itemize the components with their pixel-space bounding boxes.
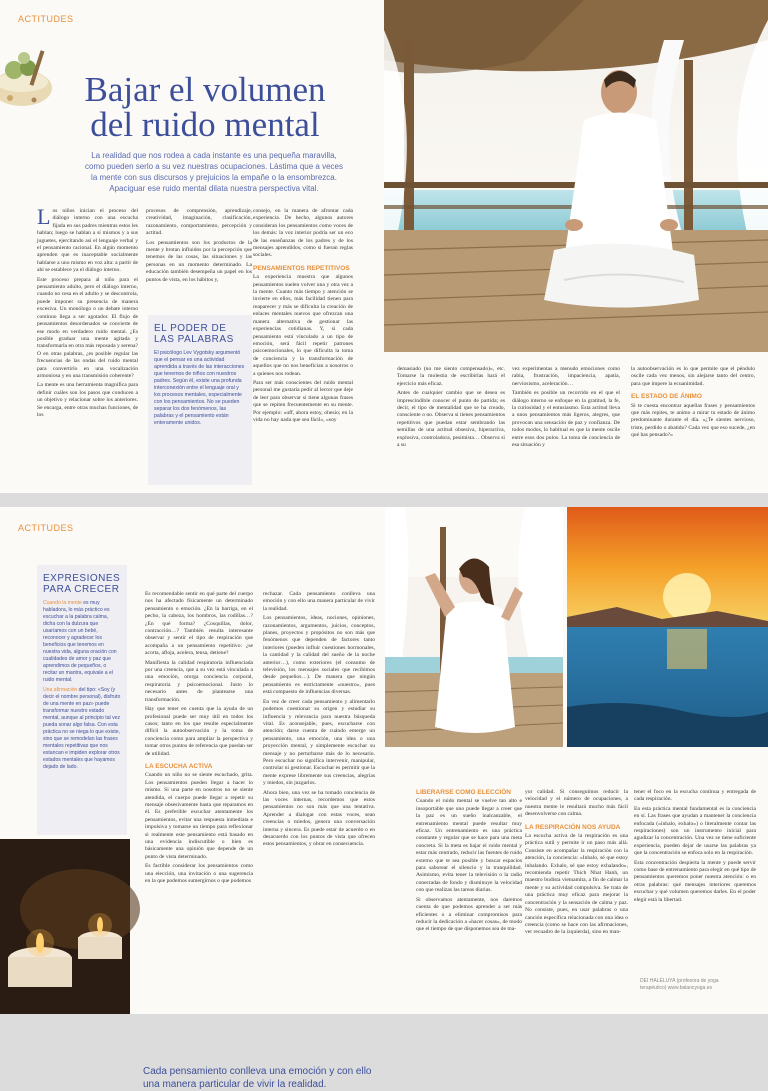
article-column-3 [253,208,353,490]
paragraph: Hay que tener en cuenta que la ayuda de un profesional puede ser muy útil en todos los casos; tanto en los que resulte especialmente difícil la autoobservación y la toma de conciencia como para ampliar la perspectiva y tomar otros puntos de referencia que puedan ser de utilidad. [145,706,253,757]
title-line-1: Bajar el volumen [84,70,326,109]
section-tag: ACTITUDES [18,523,74,533]
subheading: LA ESCUCHA ACTIVA [145,762,213,770]
article-title [60,72,350,142]
paragraph: Los pensamientos, ideas, nociones, opiniones, razonamientos, argumentos, juicios, conceptos, planes, proyectos y propósitos no son más que fenómenos que dependen de factores tanto interiores (pueden influir cuestiones hormonales, la cantidad y la calidad del sueño de la noche anterior…), como exteriores (el consumo de televisión, los mensajes sociales que recibimos desde pequeños…). De manera que ningún pensamiento es estrictamente «nuestro», pues está compuesto de influencias diversas. [263,615,375,696]
article-column-6 [631,366,755,490]
box-body [43,600,121,771]
paragraph: Es recomendable sentir en qué parte del cuerpo nos ha afectado físicamente un determinado pensamiento o emoción. ¿En la barriga, en el pecho, la cabeza, los hombros, las rodillas…? ¿En qué forma? ¿Cosquillas, dolor, contracción…? También resulta interesante observar y sentir el tipo de respiración que acompaña a un pensamiento repetitivo: ¿se acorta, afloja, acelera, tensa, detiene? [145,591,253,657]
magazine-page-2 [0,507,768,1090]
paragraph: Si te cuesta encontrar aquellas frases y pensamientos que más repites, te animo a mirar tu estado de ánimo predominante durante el día. «¿Te sientes nervioso, triste, perdido o abatido? Cada vez que eso sucede, ¿en qué has pensado?» [631,402,755,439]
paragraph: La escucha activa de la respiración es una práctica sutil y permite ir un paso más allá. Consiste en acompañar la respiración con la atención, la conciencia: «Inhalo, sé que estoy inhalando. Exhalo, sé que estoy exhalando», recomienda repetir Thich Nhat Hanh, un maestro budista vietnamita, a fin de calmar la mente y su actividad compulsiva. Se trata de una práctica muy eficaz para mejorar la concentración y la sensación de calma y paz. No consiste, pues, en usar palabras o una canción específica relacionada con una idea o creencia (como se hace con las afirmaciones, ver recuadro de la izquierda), sino en man- [525,833,628,936]
paragraph: Los niños inician el proceso del diálogo interno con una escucha fijada en sus padres mientras estos les hablan; luego se hablan a sí mismos y a sus juguetes, ejercitando así el lenguaje verbal y el pensamiento racional. En algún momento aprenden que es inaceptable socialmente hablarse a uno mismo en voz alta: a partir de ahí se establece ya el diálogo interno. [37,204,138,274]
sidebar-box-expressions [37,565,127,835]
article-column-3 [416,789,522,1009]
paragraph: En esta práctica mental fundamental es la conciencia en sí. Las frases que ayudan a mantener la conciencia enfocada («inhalo, exhalo») o literalmente contar las respiraciones) son un instrumento inicial para agudizar la concentración. Una vez se tiene suficiente experiencia, pueden dejar de usarse las palabras ya que la concentración se enfoca solo en la respiración. [634,805,756,857]
box-body: El psicólogo Lev Vygotsky argumentó que el pensar es una actividad aprendida a través de las interacciones que tenemos de niños con nuestros padres. Según él, existe una profunda interconexión entre el lenguaje oral y los procesos mentales, especialmente con los pensamientos. No se pueden separar los dos fenómenos, las palabras y el pensamiento están enteramente unidos. [154,350,245,426]
article-column-2 [263,591,375,1009]
paragraph: la autoobservación es lo que permite que el péndulo oscile cada vez menos, sin alejarse tanto del centro, para que impere la ecuanimidad. [631,366,755,387]
paragraph: consejo, en la manera de afrontar cada experiencia. De hecho, algunos autores consideran los pensamientos como voces de los demás: la voz interior podría ser un eco de las enseñanzas de los padres y de los mensajes aprendidos, como si fueran reglas sociales. [253,208,353,259]
sidebar-box-words [148,315,252,485]
paragraph: procesos de comprensión, aprendizaje, creatividad, imaginación, clasificación, razonamiento, comportamiento, percepción y actitud. [146,208,252,237]
paragraph: rechazar. Cada pensamiento conlleva una emoción y con ello una manera particular de vivir la realidad. [263,591,375,612]
subheading: LIBERARSE COMO ELECCIÓN [416,789,511,796]
paragraph: También es posible un recorrido en el que el diálogo interno se enfoque en la gratitud, la fe, la curiosidad y el entusiasmo. Esta actitud lleva a unos pensamientos más ligeros, alegres, que provocan una sensación de paz y confianza. De todos modos, lo habitual es que la mente oscile entre esos dos polos. La toma de conciencia de esa situación y [512,390,620,449]
lead-line: como pueden serlo a su vez nuestras ocupaciones. Lástima que a veces [85,162,343,171]
paragraph: Es factible considerar los pensamientos como una elección, una invitación o una sugerencia en la que podemos sumergirnos o que podemos [145,863,253,885]
article-column-1 [145,591,253,1009]
paragraph: La mente es una herramienta magnífica para definir cuáles son los pasos que conducen a un objetivo y relacionar sobre los anteriores. Se encarga, entre otras muchas funciones, de los [37,382,138,418]
article-column-4 [525,789,628,1009]
woman-meditation-photo [385,507,563,747]
paragraph: Cuando la mente es muy habladora, lo más práctico es escuchar a la palabra calma, dicha con la dulzura que usaríamos con un bebé, reconocer y agradecer los beneficios que tenemos en nuestra vida, alguna oración con cualidades de amor y paz que aprendimos de pequeños, o recitar un mantra, equivale a el ruido mental. [43,600,117,683]
paragraph: Manifiesta la calidad respiratoria influenciada por una creencia, que a su vez está vinculada a una emoción, otorga conciencia corporal, respiratoria y psicoemocional. Justo lo necesario antes de plantearse una transformación. [145,659,253,703]
box-title: EL PODER DE LAS PALABRAS [154,323,234,345]
paragraph: Este proceso prepara al niño para el pensamiento adulto, pero el diálogo interno, cuando no cesa en el adulto y se descontrola, puede imponer su presencia de manera excesiva. Un monólogo o un debate interno continuo llega a ser agotador. El flujo de pensamientos desordenados se convierte de ese modo en verdadero ruido mental. ¿Es posible graduar una mente agitada y transformarla en otra más reposada y serena? O en otras palabras, ¿es posible regular las frecuencias de las ondas del ruido mental para convertirlo en una vocalización armoniosa y en una transmisión coherente? [37,276,138,379]
article-column-1 [37,204,138,490]
article-column-4 [397,366,505,490]
paragraph: Esta concentración despierta la mente y puede servir como base de entrenamiento para elegir en qué tipo de pensamientos queremos poner nuestra atención: o en otras palabras: qué mensajes interiores queremos escuchar y qué volumen queremos darles. En el poder elegir está la libertad. [634,859,756,903]
candles-photo [0,839,130,1014]
paragraph: Para ser más conscientes del ruido mental personal me gustaría pedir al lector que deje de leer para observar si tiene algunas frases que se repiten frecuentemente en su mente. Por ejemplo: «uff, ahora estoy, ohesio; en la vida no hay nada que sea fácil», «soy [253,379,353,423]
article-column-2 [146,208,252,308]
lead-line: Apaciguar ese ruido mental dilata nuestra perspectiva vital. [109,184,319,193]
author-credit: DEI HALÉLUYA (profesora de yoga terapéutico) www.balancyoga.es [640,978,719,991]
lead-line: La realidad que nos rodea a cada instante es una pequeña maravilla, [91,151,337,160]
paragraph: demasiado (no me siento compensado)», etc. Tomarse la molestia de escribirlas hará el ejercicio más eficaz. [397,366,505,387]
article-column-5 [512,366,620,490]
paragraph: yor calidad. Si conseguimos reducir la velocidad y el número de ocupaciones, a nuestra mente le resultará mucho más fácil desenvolverse con calma. [525,789,628,818]
paragraph: Cuando un niño no se siente escuchado, grita. Los pensamientos pueden llegar a hacer lo mismo. Si una parte en nosotros no se siente atendida, el cuerpo puede llegar a repetir su mensaje obsesivamente hasta que reparamos en él. Es preferible escuchar atentamente los pensamientos, evitar una respuesta inmediata e impulsiva y tomarse un tiempo para reflexionar si realmente este pensamiento está basado en una evidencia indiscutible o bien es básicamente una opinión que depende de un punto de vista determinado. [145,772,253,860]
paragraph: Una afirmación del tipo: «Soy (y decir el nombre personal), disfruto de una mente en paz» puede transformar nuestro estado mental, aunque al principio tal vez pueda sonar algo falsa. Con esta práctica no se niega lo que existe, sino que se remodelan las frases mentales repetitivas que nos estancan e impiden explorar otros estados mentales que hayamos dejado de lado. [43,687,121,770]
box-title: EXPRESIONES PARA CRECER [43,573,121,595]
magazine-page-1 [0,0,768,493]
drop-cap: L [37,204,51,229]
herbs-bowl-image [0,28,58,120]
paragraph: Los pensamientos son los productos de la mente y brotan influidos por la percepción que tenemos de las cosas, las situaciones y las personas en un momento determinado. La educación también desempeña un papel en los puntos de vista, en los hábitos y, [146,239,252,283]
lead-line: la mente con sus discursos y prejuicios la empañe o la ensombrezca. [91,173,337,182]
paragraph: La experiencia muestra que algunos pensamientos suelen volver una y otra vez a la mente. Cuanto más tiempo y atención se invierte en ellos, más facilidad tienen para reaparecer y más se dificulta la creación de enlaces mentales nuevos que ofrezcan una manera alternativa de gestionar las experiencias cotidianas. Y, si cada pensamiento está vinculado a un tipo de emoción, será fácil repetir patrones psicoemocionales, lo que dificulta la toma de conciencia y la transformación de aquellos que no nos benefician a nosotros o a quienes nos rodean. [253,274,353,377]
subheading: PENSAMIENTOS REPETITIVOS [253,264,350,272]
subheading: LA RESPIRACIÓN NOS AYUDA [525,823,621,831]
meditation-photo [384,0,768,352]
section-tag: ACTITUDES [18,14,74,24]
paragraph: tener el foco en la escucha continua y entregada de cada respiración. [634,789,756,803]
paragraph: Ahora bien, una vez se ha tomado conciencia de las voces internas, recordemos que estos pensamientos no son más que una tentativa. Aprender a dialogar con estas voces, sean creencias o miedos, genera una conversación interna y sincera. Es puede estar de acuerdo o en desacuerdo con los puntos de vista que ofrecen estos pensamientos, y obrar en consecuencia. [263,789,375,848]
paragraph: vez experimentas a menudo emociones como rabia, frustración, impaciencia, apatía, nerviosismo, aceleración… [512,366,620,387]
title-line-2: del ruido mental [90,105,320,144]
pull-quote: Cada pensamiento conlleva una emoción y con ello una manera particular de vivir la realidad. [143,1066,372,1090]
paragraph: Cuando el ruido mental se vuelve tan alto e insoportable que uno puede llegar a creer que la paz es un sueño inalcanzable, el entrenamiento mental puede resultar muy eficaz. Un entrenamiento es una práctica constante y regular que se hace para una meta concreta. Si la meta es bajar el ruido mental y estar más centrado, reducir las fuentes de ruido externo que te sea posible y buscar espacios para saborear el silencio y la tranquilidad. Asimismo, evita tener la televisión o la radio conectadas de fondo y disminuye la velocidad con que realizas las tareas diarias. [416,798,522,894]
sunset-sea-photo [567,507,768,747]
paragraph: Si observamos atentamente, nos daremos cuenta de que podemos aprender a ser más eficientes o a eliminar compromisos para reducir la dedicación a «hacer cosas», de modo que el tiempo de que disponemos sea de ma- [416,896,522,933]
article-column-5 [634,789,756,959]
paragraph: En vez de creer cada pensamiento y alimentarlo podemos cuestionar su origen y estudiar su influencia y relevancia para nuestra búsqueda vital. Es aconsejable, pues, escucharse con atención; darse cuenta de cuándo emerge un pensamiento, una emoción, una idea o una proyección mental, y simplemente escuchar su mensaje y no perturbarse más de lo necesario. Pero escuchar no significa intervenir, manipular, controlar ni gestionar. Escuchar es permitir que la mente exprese libremente sus creencias, alegrías y miedos, sin juzgarlos. [263,698,375,787]
subheading: EL ESTADO DE ÁNIMO [631,393,702,401]
paragraph: Antes de cualquier cambio que se desea es imprescindible conocer el punto de partida; es decir, el tipo de mentalidad que se ha creado, consciente o no. Observa si tienes pensamientos repetitivos que puedan estar sembrando las semillas de una actitud obsesiva, hiperactiva, explosiva, controladora, pesimista… Observa si a su [397,390,505,449]
article-lead [52,150,376,194]
